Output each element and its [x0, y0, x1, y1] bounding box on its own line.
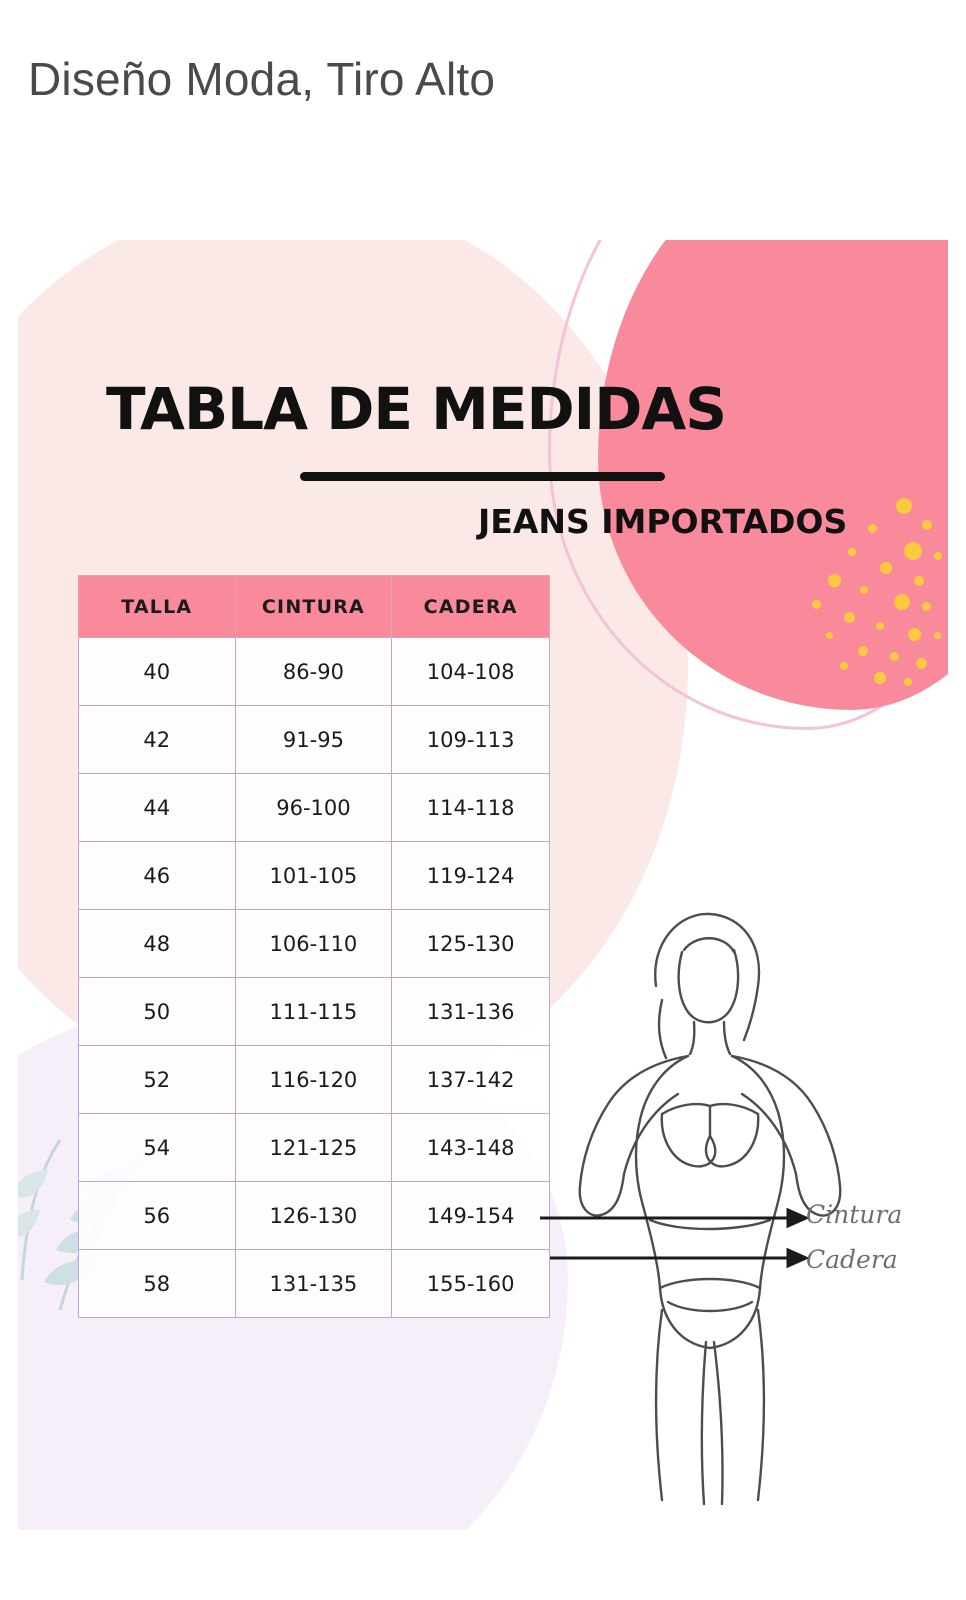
cell-cadera: 125-130 — [392, 910, 550, 978]
cell-talla: 52 — [79, 1046, 236, 1114]
decorative-dot — [908, 628, 921, 641]
cell-talla: 42 — [79, 706, 236, 774]
decorative-dot — [896, 498, 912, 514]
decorative-dot — [858, 646, 868, 656]
decorative-dot — [916, 658, 927, 669]
cell-cintura: 86-90 — [235, 638, 392, 706]
cell-talla: 48 — [79, 910, 236, 978]
column-header-talla: TALLA — [79, 576, 236, 638]
table-header-row — [79, 576, 550, 638]
cell-cadera: 119-124 — [392, 842, 550, 910]
decorative-dot — [828, 574, 841, 587]
title-underline — [300, 472, 665, 481]
decorative-dot — [934, 632, 941, 639]
cell-talla: 56 — [79, 1182, 236, 1250]
decorative-dot — [904, 542, 922, 560]
cell-cintura: 131-135 — [235, 1250, 392, 1318]
size-measurements-table — [78, 575, 550, 1318]
cell-talla: 40 — [79, 638, 236, 706]
page-title: Diseño Moda, Tiro Alto — [28, 53, 496, 105]
cell-cadera: 114-118 — [392, 774, 550, 842]
cell-cintura: 106-110 — [235, 910, 392, 978]
cell-talla: 58 — [79, 1250, 236, 1318]
table-row — [79, 1114, 550, 1182]
cell-talla: 54 — [79, 1114, 236, 1182]
cell-cintura: 126-130 — [235, 1182, 392, 1250]
cell-cadera: 149-154 — [392, 1182, 550, 1250]
decorative-dot — [840, 662, 848, 670]
cell-cintura: 121-125 — [235, 1114, 392, 1182]
decorative-dot — [874, 672, 886, 684]
cell-cadera: 104-108 — [392, 638, 550, 706]
poster-subtitle: JEANS IMPORTADOS — [478, 502, 848, 541]
table-row — [79, 638, 550, 706]
column-header-cadera: CADERA — [392, 576, 550, 638]
column-header-cintura: CINTURA — [235, 576, 392, 638]
table-row — [79, 1250, 550, 1318]
table-row — [79, 978, 550, 1046]
decorative-dot — [904, 678, 912, 686]
cell-cintura: 96-100 — [235, 774, 392, 842]
decorative-dot — [922, 520, 932, 530]
table-row — [79, 1182, 550, 1250]
decorative-dot — [894, 594, 910, 610]
cell-talla: 50 — [79, 978, 236, 1046]
annotation-cintura: Cintura — [806, 1200, 903, 1229]
cell-talla: 46 — [79, 842, 236, 910]
decorative-dot — [876, 622, 884, 630]
decorative-dot — [922, 602, 931, 611]
cell-cadera: 109-113 — [392, 706, 550, 774]
table-row — [79, 842, 550, 910]
table-row — [79, 1046, 550, 1114]
cell-cadera: 143-148 — [392, 1114, 550, 1182]
decorative-dot — [934, 552, 942, 560]
cell-cintura: 101-105 — [235, 842, 392, 910]
decorative-dot — [880, 562, 892, 574]
decorative-dot — [868, 524, 877, 533]
size-chart-poster — [18, 240, 948, 1530]
decorative-dot — [826, 632, 833, 639]
decorative-dot — [812, 600, 821, 609]
cell-cadera: 137-142 — [392, 1046, 550, 1114]
cell-cintura: 111-115 — [235, 978, 392, 1046]
cell-cintura: 116-120 — [235, 1046, 392, 1114]
decorative-dot — [848, 548, 856, 556]
measurement-arrows-icon — [538, 1200, 808, 1280]
cell-cadera: 131-136 — [392, 978, 550, 1046]
cell-talla: 44 — [79, 774, 236, 842]
cell-cintura: 91-95 — [235, 706, 392, 774]
table-row — [79, 774, 550, 842]
table-row — [79, 910, 550, 978]
table-row — [79, 706, 550, 774]
decorative-dot — [914, 576, 924, 586]
cell-cadera: 155-160 — [392, 1250, 550, 1318]
poster-title: TABLA DE MEDIDAS — [106, 375, 727, 443]
decorative-dot — [890, 652, 899, 661]
decorative-dot — [844, 612, 855, 623]
decorative-dot — [860, 586, 868, 594]
annotation-cadera: Cadera — [806, 1245, 898, 1274]
